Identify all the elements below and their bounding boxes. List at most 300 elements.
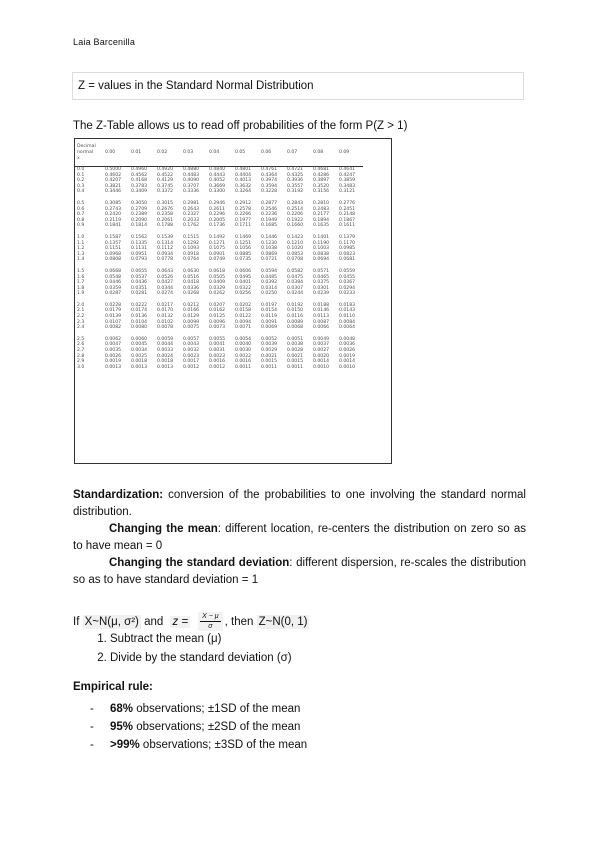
probability-cell: 0.2578 [235, 206, 252, 212]
probability-cell: 0.1151 [105, 246, 122, 252]
z-table-column-header: 0.02 [155, 139, 181, 167]
probability-cell: 0.0436 [131, 280, 148, 286]
probability-cell: 0.0655 [131, 268, 148, 274]
probability-cell: 0.0027 [313, 348, 330, 354]
probability-cell: 0.1230 [261, 240, 278, 246]
probability-cell: 0.0329 [209, 285, 226, 291]
probability-cell: 0.1977 [235, 217, 252, 223]
probability-cell: 0.0281 [131, 291, 148, 297]
probability-cell: 0.0526 [157, 274, 174, 280]
probability-cell: 0.4129 [157, 178, 174, 184]
probability-cell: 0.0122 [235, 314, 252, 320]
probability-cell: 0.2033 [183, 217, 200, 223]
probability-cell: 0.0022 [235, 353, 252, 359]
probability-cell: 0.1379 [339, 234, 356, 240]
z-table-row [75, 189, 363, 195]
probability-cell: 0.0113 [313, 314, 330, 320]
z-value-cell: 1.5 [77, 268, 85, 274]
z-value-cell: 2.0 [77, 302, 85, 308]
probability-cell: 0.0322 [235, 285, 252, 291]
probability-cell: 0.0485 [261, 274, 278, 280]
probability-cell: 0.0197 [261, 302, 278, 308]
author-name: Laia Barcenilla [73, 37, 136, 47]
probability-cell: 0.0012 [209, 364, 226, 370]
probability-cell: 0.0044 [157, 342, 174, 348]
probability-cell: 0.0681 [339, 257, 356, 263]
probability-cell: 0.0010 [339, 364, 356, 370]
probability-cell: 0.0918 [183, 251, 200, 257]
probability-cell: 0.0307 [287, 285, 304, 291]
probability-cell: 0.0367 [339, 280, 356, 286]
z-value-cell: 0.8 [77, 217, 85, 223]
probability-cell: 0.0107 [105, 319, 122, 325]
probability-cell: 0.2946 [209, 200, 226, 206]
probability-cell: 0.0064 [339, 325, 356, 331]
probability-cell: 0.0287 [105, 291, 122, 297]
probability-cell: 0.0023 [209, 353, 226, 359]
probability-cell: 0.4761 [261, 167, 278, 172]
probability-cell: 0.0375 [313, 280, 330, 286]
probability-cell: 0.0516 [183, 274, 200, 280]
z-table-row [75, 223, 363, 229]
probability-cell: 0.2061 [157, 217, 174, 223]
z-value-cell: 0.5 [77, 200, 85, 206]
z-table-column-header: 0.03 [181, 139, 207, 167]
probability-cell: 0.4090 [183, 178, 200, 184]
probability-cell: 0.0087 [313, 319, 330, 325]
probability-cell: 0.0014 [313, 359, 330, 365]
probability-cell: 0.0359 [105, 285, 122, 291]
z-fraction [198, 612, 222, 631]
probability-cell: 0.0618 [209, 268, 226, 274]
probability-cell: 0.4247 [339, 172, 356, 178]
probability-cell: 0.0934 [157, 251, 174, 257]
probability-cell: 0.0051 [287, 336, 304, 342]
probability-cell: 0.0838 [313, 251, 330, 257]
probability-cell: 0.1075 [209, 246, 226, 252]
z-value-cell: 1.3 [77, 251, 85, 257]
z-value-cell: 0.1 [77, 172, 85, 178]
mean-paragraph [73, 521, 526, 555]
empirical-item [73, 700, 307, 718]
probability-cell: 0.1423 [287, 234, 304, 240]
probability-cell: 0.0668 [105, 268, 122, 274]
probability-cell: 0.4920 [157, 167, 174, 172]
probability-cell: 0.0793 [131, 257, 148, 263]
probability-cell: 0.1867 [339, 217, 356, 223]
probability-cell: 0.0091 [261, 319, 278, 325]
probability-cell: 0.0582 [287, 268, 304, 274]
probability-cell: 0.0014 [339, 359, 356, 365]
z-value-cell: 1.6 [77, 274, 85, 280]
probability-cell: 0.2877 [261, 200, 278, 206]
probability-cell: 0.3228 [261, 189, 278, 195]
probability-cell: 0.0885 [235, 251, 252, 257]
probability-cell: 0.1056 [235, 246, 252, 252]
probability-cell: 0.3372 [157, 189, 174, 195]
probability-cell: 0.0455 [339, 274, 356, 280]
probability-cell: 0.2912 [235, 200, 252, 206]
z-value-cell: 1.2 [77, 246, 85, 252]
probability-cell: 0.0094 [235, 319, 252, 325]
sd-text: : different dispersion, re-scales the distribution so as to have standard deviation = 1 [73, 557, 526, 586]
probability-cell: 0.0019 [105, 359, 122, 365]
probability-cell: 0.0110 [339, 314, 356, 320]
probability-cell: 0.0031 [209, 348, 226, 354]
probability-cell: 0.0055 [209, 336, 226, 342]
probability-cell: 0.0222 [131, 302, 148, 308]
probability-cell: 0.2090 [131, 217, 148, 223]
z-table-row [75, 348, 363, 354]
probability-cell: 0.0170 [157, 308, 174, 314]
z-value-cell: 1.4 [77, 257, 85, 263]
probability-cell: 0.0041 [209, 342, 226, 348]
mean-term: Changing the mean [109, 523, 218, 535]
probability-cell: 0.0465 [313, 274, 330, 280]
z-table-row [75, 178, 363, 184]
probability-cell: 0.0073 [209, 325, 226, 331]
probability-cell: 0.3936 [287, 178, 304, 184]
probability-cell: 0.0268 [183, 291, 200, 297]
probability-cell: 0.0643 [157, 268, 174, 274]
probability-cell: 0.1112 [157, 246, 174, 252]
z-table-row [75, 291, 363, 297]
z-table-row [75, 359, 363, 365]
probability-cell: 0.0301 [313, 285, 330, 291]
probability-cell: 0.0823 [339, 251, 356, 257]
probability-cell: 0.0174 [131, 308, 148, 314]
probability-cell: 0.0116 [287, 314, 304, 320]
corner-line: Decimal [77, 143, 96, 149]
probability-cell: 0.2266 [235, 212, 252, 218]
probability-cell: 0.2810 [313, 200, 330, 206]
z-distribution: Z~N(0, 1) [258, 615, 308, 628]
x-distribution: X~N(μ, σ²) [84, 615, 139, 628]
probability-cell: 0.4522 [157, 172, 174, 178]
probability-cell: 0.0021 [287, 353, 304, 359]
probability-cell: 0.3783 [131, 183, 148, 189]
probability-cell: 0.0314 [261, 285, 278, 291]
probability-cell: 0.2420 [105, 212, 122, 218]
probability-cell: 0.2177 [313, 212, 330, 218]
z-value-cell: 1.7 [77, 280, 85, 286]
z-value-cell: 2.9 [77, 359, 85, 365]
probability-cell: 0.1357 [105, 240, 122, 246]
probability-cell: 0.2676 [157, 206, 174, 212]
empirical-item [73, 718, 307, 736]
probability-cell: 0.0446 [105, 280, 122, 286]
probability-cell: 0.0778 [157, 257, 174, 263]
probability-cell: 0.0080 [131, 325, 148, 331]
probability-cell: 0.0179 [105, 308, 122, 314]
probability-cell: 0.0143 [339, 308, 356, 314]
z-value-cell: 2.6 [77, 342, 85, 348]
probability-cell: 0.0749 [209, 257, 226, 263]
probability-cell: 0.3707 [183, 183, 200, 189]
z-table-row [75, 280, 363, 286]
probability-cell: 0.0250 [261, 291, 278, 297]
probability-cell: 0.0078 [157, 325, 174, 331]
probability-cell: 0.1292 [183, 240, 200, 246]
probability-cell: 0.0099 [183, 319, 200, 325]
probability-cell: 0.0020 [313, 353, 330, 359]
empirical-text: observations; ±2SD of the mean [133, 721, 301, 733]
z-table-corner [75, 139, 103, 167]
probability-cell: 0.0069 [261, 325, 278, 331]
probability-cell: 0.4602 [105, 172, 122, 178]
probability-cell: 0.0401 [235, 280, 252, 286]
probability-cell: 0.0129 [183, 314, 200, 320]
z-value-cell: 0.0 [77, 167, 85, 172]
probability-cell: 0.1131 [131, 246, 148, 252]
probability-cell: 0.1190 [313, 240, 330, 246]
probability-cell: 0.4681 [313, 167, 330, 172]
probability-cell: 0.0274 [157, 291, 174, 297]
probability-cell: 0.1210 [287, 240, 304, 246]
probability-cell: 0.0136 [131, 314, 148, 320]
standardization-term: Standardization: [73, 489, 164, 501]
probability-cell: 0.0054 [235, 336, 252, 342]
probability-cell: 0.1251 [235, 240, 252, 246]
probability-cell: 0.0035 [105, 348, 122, 354]
probability-cell: 0.0066 [313, 325, 330, 331]
probability-cell: 0.4286 [313, 172, 330, 178]
probability-cell: 0.2743 [105, 206, 122, 212]
probability-cell: 0.0025 [131, 353, 148, 359]
probability-cell: 0.0015 [261, 359, 278, 365]
probability-cell: 0.4801 [235, 167, 252, 172]
probability-cell: 0.3264 [235, 189, 252, 195]
probability-cell: 0.2148 [339, 212, 356, 218]
probability-cell: 0.0057 [183, 336, 200, 342]
empirical-text: observations; ±1SD of the mean [133, 703, 301, 715]
probability-cell: 0.0475 [287, 274, 304, 280]
probability-cell: 0.1814 [131, 223, 148, 229]
probability-cell: 0.2389 [131, 212, 148, 218]
probability-cell: 0.0968 [105, 251, 122, 257]
probability-cell: 0.0084 [339, 319, 356, 325]
empirical-rule-heading: Empirical rule: [73, 681, 153, 693]
probability-cell: 0.0082 [105, 325, 122, 331]
empirical-pct: >99% [110, 739, 140, 751]
probability-cell: 0.0096 [209, 319, 226, 325]
probability-cell: 0.0104 [131, 319, 148, 325]
probability-cell: 0.4562 [131, 172, 148, 178]
probability-cell: 0.3483 [339, 183, 356, 189]
probability-cell: 0.0068 [287, 325, 304, 331]
probability-cell: 0.0038 [287, 342, 304, 348]
probability-cell: 0.0233 [339, 291, 356, 297]
probability-cell: 0.0336 [183, 285, 200, 291]
probability-cell: 0.0010 [313, 364, 330, 370]
probability-cell: 0.3300 [209, 189, 226, 195]
probability-cell: 0.1660 [287, 223, 304, 229]
probability-cell: 0.1469 [235, 234, 252, 240]
probability-cell: 0.4013 [235, 178, 252, 184]
probability-cell: 0.2451 [339, 206, 356, 212]
probability-cell: 0.3156 [313, 189, 330, 195]
probability-cell: 0.0018 [131, 359, 148, 365]
probability-cell: 0.1562 [131, 234, 148, 240]
probability-cell: 0.4483 [183, 172, 200, 178]
probability-cell: 0.0037 [313, 342, 330, 348]
z-table-row [75, 257, 363, 263]
probability-cell: 0.0017 [183, 359, 200, 365]
probability-cell: 0.1314 [157, 240, 174, 246]
empirical-pct: 95% [110, 721, 134, 733]
z-table-column-header: 0.07 [285, 139, 311, 167]
probability-cell: 0.4207 [105, 178, 122, 184]
probability-cell: 0.0016 [235, 359, 252, 365]
probability-cell: 0.1894 [313, 217, 330, 223]
probability-cell: 0.1515 [183, 234, 200, 240]
probability-cell: 0.2546 [261, 206, 278, 212]
probability-cell: 0.1038 [261, 246, 278, 252]
z-table-header [75, 139, 363, 167]
probability-cell: 0.0026 [105, 353, 122, 359]
z-value-cell: 2.5 [77, 336, 85, 342]
probability-cell: 0.1539 [157, 234, 174, 240]
probability-cell: 0.0951 [131, 251, 148, 257]
probability-cell: 0.4168 [131, 178, 148, 184]
probability-cell: 0.0869 [261, 251, 278, 257]
probability-cell: 0.4641 [339, 167, 356, 172]
probability-cell: 0.0023 [183, 353, 200, 359]
probability-cell: 0.2005 [209, 217, 226, 223]
z-table-grid [75, 139, 363, 370]
z-value-cell: 1.8 [77, 285, 85, 291]
probability-cell: 0.0505 [209, 274, 226, 280]
probability-cell: 0.0559 [339, 268, 356, 274]
probability-cell: 0.0030 [235, 348, 252, 354]
probability-cell: 0.1003 [313, 246, 330, 252]
probability-cell: 0.2483 [313, 206, 330, 212]
probability-cell: 0.3821 [105, 183, 122, 189]
probability-cell: 0.0808 [105, 257, 122, 263]
probability-cell: 0.2296 [209, 212, 226, 218]
probability-cell: 0.1401 [313, 234, 330, 240]
probability-cell: 0.0239 [313, 291, 330, 297]
probability-cell: 0.0048 [339, 336, 356, 342]
probability-cell: 0.3336 [183, 189, 200, 195]
z-value-cell: 0.3 [77, 183, 85, 189]
probability-cell: 0.0392 [261, 280, 278, 286]
steps-list [73, 630, 292, 668]
probability-cell: 0.0606 [235, 268, 252, 274]
probability-cell: 0.0192 [287, 302, 304, 308]
probability-cell: 0.4721 [287, 167, 304, 172]
probability-cell: 0.0011 [235, 364, 252, 370]
probability-cell: 0.3897 [313, 178, 330, 184]
probability-cell: 0.1841 [105, 223, 122, 229]
probability-cell: 0.3669 [209, 183, 226, 189]
probability-cell: 0.0188 [313, 302, 330, 308]
probability-cell: 0.0040 [235, 342, 252, 348]
probability-cell: 0.4840 [209, 167, 226, 172]
probability-cell: 0.0202 [235, 302, 252, 308]
step-item: 1. Subtract the mean (μ) [110, 630, 292, 649]
probability-cell: 0.1335 [131, 240, 148, 246]
fraction-denominator: σ [208, 623, 213, 630]
probability-cell: 0.0034 [131, 348, 148, 354]
probability-cell: 0.5000 [105, 167, 122, 172]
probability-cell: 0.0045 [131, 342, 148, 348]
probability-cell: 0.3520 [313, 183, 330, 189]
probability-cell: 0.3594 [261, 183, 278, 189]
probability-cell: 0.0228 [105, 302, 122, 308]
probability-cell: 0.3050 [131, 200, 148, 206]
probability-cell: 0.1788 [157, 223, 174, 229]
z-value-cell: 0.9 [77, 223, 85, 229]
probability-cell: 0.3745 [157, 183, 174, 189]
probability-cell: 0.0901 [209, 251, 226, 257]
probability-cell: 0.3974 [261, 178, 278, 184]
z-variable: z = [172, 615, 189, 628]
probability-cell: 0.3121 [339, 189, 356, 195]
z-table-row [75, 246, 363, 252]
z-value-cell: 2.4 [77, 325, 85, 331]
probability-cell: 0.3446 [105, 189, 122, 195]
probability-cell: 0.1762 [183, 223, 200, 229]
probability-cell: 0.0384 [287, 280, 304, 286]
probability-cell: 0.0537 [131, 274, 148, 280]
probability-cell: 0.0039 [261, 342, 278, 348]
empirical-rule-list [73, 700, 307, 754]
standardization-formula [73, 612, 309, 631]
probability-cell: 0.0158 [235, 308, 252, 314]
probability-cell: 0.0019 [339, 353, 356, 359]
z-value-cell: 2.8 [77, 353, 85, 359]
probability-cell: 0.0021 [261, 353, 278, 359]
probability-cell: 0.0013 [105, 364, 122, 370]
z-value-cell: 1.1 [77, 240, 85, 246]
formula-and: and [140, 615, 167, 628]
probability-cell: 0.1922 [287, 217, 304, 223]
probability-cell: 0.1736 [209, 223, 226, 229]
probability-cell: 0.0049 [313, 336, 330, 342]
probability-cell: 0.0708 [287, 257, 304, 263]
z-table-row [75, 201, 363, 207]
probability-cell: 0.1170 [339, 240, 356, 246]
probability-cell: 0.1271 [209, 240, 226, 246]
z-table [74, 138, 392, 464]
z-table-column-header: 0.08 [311, 139, 337, 167]
probability-cell: 0.3557 [287, 183, 304, 189]
probability-cell: 0.4404 [235, 172, 252, 178]
probability-cell: 0.0043 [183, 342, 200, 348]
probability-cell: 0.0119 [261, 314, 278, 320]
z-value-cell: 2.7 [77, 348, 85, 354]
probability-cell: 0.4364 [261, 172, 278, 178]
z-table-row [75, 235, 363, 241]
probability-cell: 0.0071 [235, 325, 252, 331]
probability-cell: 0.2611 [209, 206, 226, 212]
probability-cell: 0.0033 [157, 348, 174, 354]
probability-cell: 0.2643 [183, 206, 200, 212]
probability-cell: 0.0028 [287, 348, 304, 354]
z-table-row [75, 269, 363, 275]
z-table-row [75, 365, 363, 371]
probability-cell: 0.0139 [105, 314, 122, 320]
z-value-cell: 3.0 [77, 364, 85, 370]
z-table-body [75, 167, 363, 371]
probability-cell: 0.0495 [235, 274, 252, 280]
probability-cell: 0.0294 [339, 285, 356, 291]
probability-cell: 0.1446 [261, 234, 278, 240]
probability-cell: 0.2236 [261, 212, 278, 218]
probability-cell: 0.2981 [183, 200, 200, 206]
probability-cell: 0.0212 [183, 302, 200, 308]
